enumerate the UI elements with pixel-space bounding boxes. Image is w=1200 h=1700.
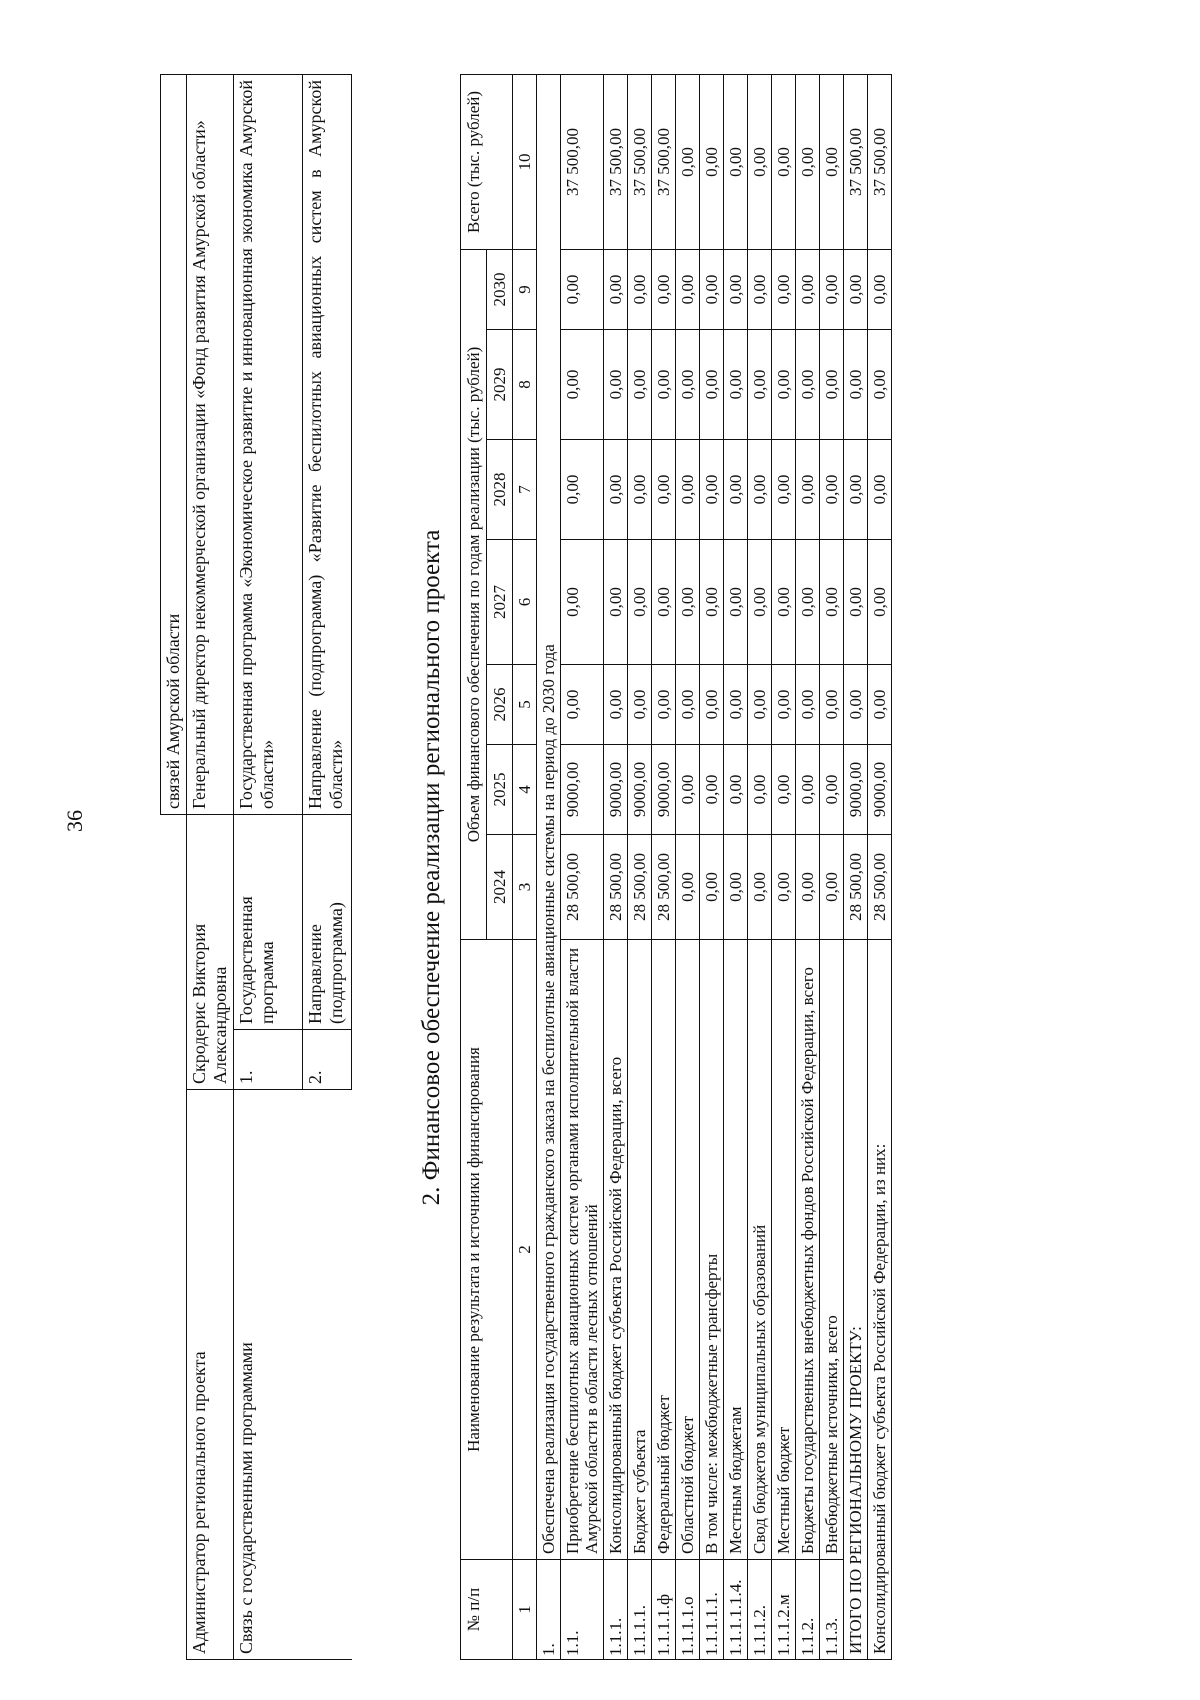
row-code: 1.1.1.2.: [748, 1560, 772, 1660]
row-value: 9000,00: [652, 745, 676, 835]
row-value: 0,00: [724, 440, 748, 540]
year-header: 2027: [487, 540, 513, 665]
row-value: 0,00: [772, 745, 796, 835]
link-name: Государственная программа «Экономическое развитие и инновационная экономика Амурской области»: [234, 75, 303, 815]
row-value: 0,00: [628, 250, 652, 330]
total-value: 0,00: [844, 540, 868, 665]
row-name: Консолидированный бюджет субъекта Российской Федерации, всего: [604, 940, 628, 1560]
header-num: № п/п: [461, 1560, 513, 1660]
year-header: 2030: [487, 250, 513, 330]
row-value: 0,00: [700, 75, 724, 250]
row-code: 1.1.1.1.о: [676, 1560, 700, 1660]
total-value: 28 500,00: [844, 835, 868, 940]
row-name: Внебюджетные источники, всего: [820, 940, 844, 1560]
row-value: 0,00: [561, 540, 604, 665]
row-value: 0,00: [604, 540, 628, 665]
column-index: 1: [513, 1560, 537, 1660]
result-num: 1.: [537, 1560, 561, 1660]
row-value: 0,00: [748, 540, 772, 665]
column-index: 5: [513, 665, 537, 745]
total-value: 0,00: [844, 665, 868, 745]
row-value: 0,00: [561, 330, 604, 440]
project-info-table: [160, 74, 352, 1660]
year-header: 2024: [487, 835, 513, 940]
row-value: 9000,00: [604, 745, 628, 835]
row-code: 1.1.1.1.ф: [652, 1560, 676, 1660]
row-value: 0,00: [796, 440, 820, 540]
row-value: 0,00: [676, 665, 700, 745]
row-name: Приобретение беспилотных авиационных систем органами исполнительной власти Амурской области в области лесных отношений: [561, 940, 604, 1560]
row-value: 0,00: [561, 440, 604, 540]
table-row: [700, 75, 724, 1660]
row-code: 1.1.1.1.: [628, 1560, 652, 1660]
row-value: 0,00: [700, 665, 724, 745]
column-index: 8: [513, 330, 537, 440]
row-value: 0,00: [652, 665, 676, 745]
row-value: 0,00: [772, 250, 796, 330]
year-header: 2025: [487, 745, 513, 835]
row-code: 1.1.1.1.1.: [700, 1560, 724, 1660]
year-header: 2026: [487, 665, 513, 745]
row-value: 0,00: [604, 440, 628, 540]
table-row: [652, 75, 676, 1660]
row-value: 0,00: [700, 745, 724, 835]
row-value: 28 500,00: [604, 835, 628, 940]
admin-position: Генеральный директор некоммерческой организации «Фонд развития Амурской области»: [187, 75, 234, 815]
result-row: [537, 75, 561, 1660]
total-value: 0,00: [868, 250, 892, 330]
row-value: 37 500,00: [652, 75, 676, 250]
row-value: 0,00: [652, 540, 676, 665]
financing-table-body: [513, 75, 892, 1660]
header-years-group: Объем финансового обеспечения по годам реализации (тыс. рублей): [461, 250, 487, 940]
row-value: 0,00: [561, 250, 604, 330]
row-value: 28 500,00: [628, 835, 652, 940]
row-value: 0,00: [628, 330, 652, 440]
result-text: Обеспечена реализация государственного гражданского заказа на беспилотные авиационные системы на период до 2030 года: [537, 75, 561, 1560]
total-value: 0,00: [868, 665, 892, 745]
table-row: [604, 75, 628, 1660]
row-code: 1.1.3.: [820, 1560, 844, 1660]
column-index: 3: [513, 835, 537, 940]
row-name: В том числе: межбюджетные трансферты: [700, 940, 724, 1560]
table-row: [676, 75, 700, 1660]
total-row: [844, 75, 868, 1660]
section-title: 2. Финансовое обеспечение реализации регионального проекта: [418, 529, 445, 1206]
link-num: 2.: [303, 1030, 352, 1090]
column-index: 9: [513, 250, 537, 330]
admin-label: Администратор регионального проекта: [187, 1090, 234, 1660]
row-value: 0,00: [820, 540, 844, 665]
row-value: 0,00: [796, 835, 820, 940]
row-value: 0,00: [772, 665, 796, 745]
link-type: Государственная программа: [234, 815, 303, 1030]
header-row: [461, 75, 487, 1660]
row-value: 37 500,00: [604, 75, 628, 250]
total-value: 0,00: [868, 540, 892, 665]
total-row: [868, 75, 892, 1660]
total-value: 0,00: [868, 440, 892, 540]
row-value: 0,00: [604, 250, 628, 330]
row-value: 0,00: [604, 665, 628, 745]
row-value: 0,00: [628, 540, 652, 665]
row-value: 0,00: [604, 330, 628, 440]
row-name: Бюджет субъекта: [628, 940, 652, 1560]
row-value: 0,00: [676, 75, 700, 250]
row-value: 0,00: [748, 75, 772, 250]
rotated-content: [160, 75, 1160, 1660]
column-index: 10: [513, 75, 537, 250]
row-name: Свод бюджетов муниципальных образований: [748, 940, 772, 1560]
row-value: 0,00: [772, 330, 796, 440]
row-name: Бюджеты государственных внебюджетных фондов Российской Федерации, всего: [796, 940, 820, 1560]
row-value: 0,00: [724, 665, 748, 745]
row-value: 0,00: [724, 75, 748, 250]
column-index: 7: [513, 440, 537, 540]
table-row: [561, 75, 604, 1660]
row-value: 0,00: [748, 745, 772, 835]
total-value: 0,00: [844, 250, 868, 330]
row-value: 0,00: [748, 665, 772, 745]
total-value: 9000,00: [844, 745, 868, 835]
row-code: 1.1.: [561, 1560, 604, 1660]
row-value: 0,00: [652, 330, 676, 440]
total-value: 9000,00: [868, 745, 892, 835]
row-value: 28 500,00: [652, 835, 676, 940]
total-value: 37 500,00: [868, 75, 892, 250]
row-value: 0,00: [820, 665, 844, 745]
total-value: 0,00: [844, 330, 868, 440]
row-value: 37 500,00: [561, 75, 604, 250]
total-value: 37 500,00: [844, 75, 868, 250]
row-value: 0,00: [820, 745, 844, 835]
admin-name: Скродерис Виктория Александровна: [187, 815, 234, 1090]
link-type: Направление (подпрограмма): [303, 815, 352, 1030]
row-value: 0,00: [772, 835, 796, 940]
table-row: [820, 75, 844, 1660]
page-number: 36: [62, 810, 87, 832]
row-value: 0,00: [724, 745, 748, 835]
row-value: 0,00: [676, 330, 700, 440]
row-value: 0,00: [796, 250, 820, 330]
row-value: 0,00: [796, 330, 820, 440]
row-value: 9000,00: [628, 745, 652, 835]
total-value: 0,00: [868, 330, 892, 440]
total-value: 28 500,00: [868, 835, 892, 940]
row-value: 0,00: [796, 75, 820, 250]
row-value: 0,00: [724, 835, 748, 940]
row-value: 0,00: [748, 440, 772, 540]
total-name: Консолидированный бюджет субъекта Российской Федерации, из них:: [868, 940, 892, 1660]
row-value: 0,00: [772, 540, 796, 665]
info-row-top: [161, 75, 187, 1660]
row-value: 0,00: [676, 250, 700, 330]
row-value: 0,00: [796, 540, 820, 665]
total-value: 0,00: [844, 440, 868, 540]
row-name: Местный бюджет: [772, 940, 796, 1560]
row-value: 0,00: [748, 330, 772, 440]
table-row: [748, 75, 772, 1660]
row-value: 0,00: [820, 835, 844, 940]
row-value: 0,00: [676, 745, 700, 835]
column-index-row: [513, 75, 537, 1660]
row-value: 0,00: [628, 440, 652, 540]
table-row: [724, 75, 748, 1660]
info-row-admin: [187, 75, 234, 1660]
row-name: Областной бюджет: [676, 940, 700, 1560]
column-index: 6: [513, 540, 537, 665]
row-value: 9000,00: [561, 745, 604, 835]
row-value: 0,00: [820, 440, 844, 540]
row-code: 1.1.1.: [604, 1560, 628, 1660]
year-header: 2028: [487, 440, 513, 540]
row-value: 0,00: [700, 835, 724, 940]
table-row: [628, 75, 652, 1660]
info-row-link-1: [234, 75, 303, 1660]
row-value: 37 500,00: [628, 75, 652, 250]
row-value: 0,00: [724, 250, 748, 330]
row-value: 0,00: [676, 540, 700, 665]
row-value: 0,00: [820, 75, 844, 250]
row-value: 0,00: [796, 745, 820, 835]
row-value: 0,00: [724, 330, 748, 440]
row-value: 0,00: [700, 440, 724, 540]
row-value: 0,00: [652, 440, 676, 540]
row-value: 0,00: [772, 75, 796, 250]
row-value: 0,00: [700, 250, 724, 330]
row-value: 0,00: [700, 540, 724, 665]
row-name: Местным бюджетам: [724, 940, 748, 1560]
link-label: Связь с государственными программами: [234, 1090, 352, 1660]
row-value: 0,00: [652, 250, 676, 330]
info-top-text: связей Амурской области: [161, 75, 187, 815]
row-value: 0,00: [628, 665, 652, 745]
column-index: 4: [513, 745, 537, 835]
row-code: 1.1.1.1.1.4.: [724, 1560, 748, 1660]
row-value: 0,00: [748, 250, 772, 330]
row-name: Федеральный бюджет: [652, 940, 676, 1560]
row-code: 1.1.2.: [796, 1560, 820, 1660]
row-value: 0,00: [820, 330, 844, 440]
row-value: 0,00: [561, 665, 604, 745]
link-num: 1.: [234, 1030, 303, 1090]
link-name: Направление (подпрограмма) «Развитие беспилотных авиационных систем в Амурской области»: [303, 75, 352, 815]
row-value: 0,00: [700, 330, 724, 440]
row-value: 0,00: [772, 440, 796, 540]
table-row: [796, 75, 820, 1660]
header-name: Наименование результата и источники финансирования: [461, 940, 513, 1560]
row-value: 28 500,00: [561, 835, 604, 940]
row-value: 0,00: [796, 665, 820, 745]
column-index: 2: [513, 940, 537, 1560]
row-value: 0,00: [748, 835, 772, 940]
table-row: [772, 75, 796, 1660]
row-value: 0,00: [820, 250, 844, 330]
row-value: 0,00: [724, 540, 748, 665]
header-total: Всего (тыс. рублей): [461, 75, 513, 250]
financing-table: [460, 74, 892, 1660]
row-value: 0,00: [676, 835, 700, 940]
total-name: ИТОГО ПО РЕГИОНАЛЬНОМУ ПРОЕКТУ:: [844, 940, 868, 1660]
row-code: 1.1.1.2.м: [772, 1560, 796, 1660]
row-value: 0,00: [676, 440, 700, 540]
year-header: 2029: [487, 330, 513, 440]
